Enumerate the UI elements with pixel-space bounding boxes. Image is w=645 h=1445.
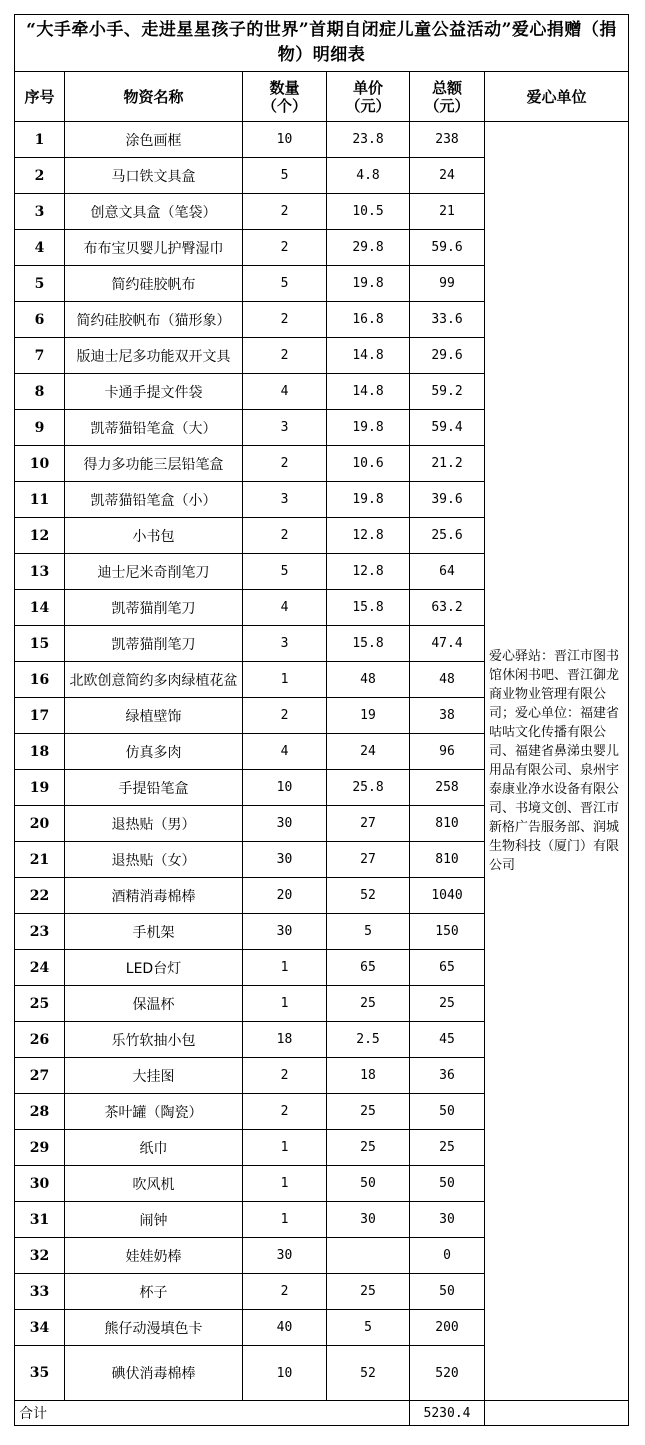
row-name: 得力多功能三层铅笔盒 xyxy=(65,446,243,482)
row-price: 19.8 xyxy=(327,266,410,302)
row-qty: 1 xyxy=(243,1202,327,1238)
row-qty: 1 xyxy=(243,662,327,698)
row-name: 纸巾 xyxy=(65,1130,243,1166)
row-no: 34 xyxy=(15,1310,65,1346)
row-total: 99 xyxy=(410,266,485,302)
row-total: 59.2 xyxy=(410,374,485,410)
row-name: 凯蒂猫铅笔盒（小） xyxy=(65,482,243,518)
footer-total: 5230.4 xyxy=(410,1401,485,1426)
header-price xyxy=(327,72,410,122)
row-no: 8 xyxy=(15,374,65,410)
row-qty: 1 xyxy=(243,1166,327,1202)
row-name: 大挂图 xyxy=(65,1058,243,1094)
row-qty: 5 xyxy=(243,554,327,590)
row-qty: 30 xyxy=(243,1238,327,1274)
row-name: 退热贴（女） xyxy=(65,842,243,878)
row-price: 12.8 xyxy=(327,554,410,590)
row-total: 63.2 xyxy=(410,590,485,626)
row-price: 52 xyxy=(327,878,410,914)
row-qty: 40 xyxy=(243,1310,327,1346)
row-name: 乐竹软抽小包 xyxy=(65,1022,243,1058)
donation-table xyxy=(14,14,629,1426)
row-name: 凯蒂猫削笔刀 xyxy=(65,590,243,626)
row-no: 1 xyxy=(15,122,65,158)
row-price: 27 xyxy=(327,842,410,878)
row-total: 21 xyxy=(410,194,485,230)
row-no: 10 xyxy=(15,446,65,482)
row-price: 29.8 xyxy=(327,230,410,266)
row-name: LED台灯 xyxy=(65,950,243,986)
header-qty xyxy=(243,72,327,122)
row-name: 涂色画框 xyxy=(65,122,243,158)
row-total: 50 xyxy=(410,1274,485,1310)
row-qty: 3 xyxy=(243,410,327,446)
row-total: 38 xyxy=(410,698,485,734)
row-qty: 1 xyxy=(243,950,327,986)
row-no: 27 xyxy=(15,1058,65,1094)
row-no: 29 xyxy=(15,1130,65,1166)
row-no: 24 xyxy=(15,950,65,986)
row-price: 14.8 xyxy=(327,374,410,410)
row-name: 迪士尼米奇削笔刀 xyxy=(65,554,243,590)
row-name: 北欧创意简约多肉绿植花盆 xyxy=(65,662,243,698)
row-no: 15 xyxy=(15,626,65,662)
row-qty: 2 xyxy=(243,302,327,338)
row-no: 6 xyxy=(15,302,65,338)
header-row xyxy=(15,72,629,122)
row-qty: 10 xyxy=(243,122,327,158)
header-total-line1: 总额 xyxy=(431,78,462,97)
row-no: 30 xyxy=(15,1166,65,1202)
table-row xyxy=(15,122,629,158)
row-total: 59.4 xyxy=(410,410,485,446)
row-total: 810 xyxy=(410,842,485,878)
row-price: 19.8 xyxy=(327,482,410,518)
header-qty-line2: （个） xyxy=(261,96,307,115)
donor-units-cell: 爱心驿站：晋江市图书馆休闲书吧、晋江御龙商业物业管理有限公司；爱心单位：福建省咕咕文化传播有限公司、福建省鼻涕虫婴儿用品有限公司、泉州宇泰康业净水设备有限公司、书境文创、晋江市新格广告服务部、润城生物科技（厦门）有限公司 xyxy=(485,122,629,1401)
row-name: 杯子 xyxy=(65,1274,243,1310)
row-total: 64 xyxy=(410,554,485,590)
row-name: 手机架 xyxy=(65,914,243,950)
row-price xyxy=(327,1238,410,1274)
row-qty: 5 xyxy=(243,266,327,302)
row-name: 版迪士尼多功能双开文具 xyxy=(65,338,243,374)
row-qty: 30 xyxy=(243,806,327,842)
row-qty: 2 xyxy=(243,518,327,554)
row-qty: 3 xyxy=(243,482,327,518)
row-total: 39.6 xyxy=(410,482,485,518)
row-total: 810 xyxy=(410,806,485,842)
row-qty: 2 xyxy=(243,1094,327,1130)
row-no: 32 xyxy=(15,1238,65,1274)
row-no: 31 xyxy=(15,1202,65,1238)
row-name: 仿真多肉 xyxy=(65,734,243,770)
header-unit: 爱心单位 xyxy=(485,72,629,122)
row-name: 茶叶罐（陶瓷） xyxy=(65,1094,243,1130)
row-no: 19 xyxy=(15,770,65,806)
row-total: 29.6 xyxy=(410,338,485,374)
row-total: 25.6 xyxy=(410,518,485,554)
row-total: 520 xyxy=(410,1346,485,1401)
row-total: 200 xyxy=(410,1310,485,1346)
row-total: 258 xyxy=(410,770,485,806)
row-qty: 1 xyxy=(243,1130,327,1166)
row-qty: 2 xyxy=(243,194,327,230)
row-price: 25 xyxy=(327,1130,410,1166)
row-name: 酒精消毒棉棒 xyxy=(65,878,243,914)
row-price: 10.5 xyxy=(327,194,410,230)
row-price: 19 xyxy=(327,698,410,734)
row-price: 24 xyxy=(327,734,410,770)
row-price: 27 xyxy=(327,806,410,842)
row-no: 3 xyxy=(15,194,65,230)
row-total: 24 xyxy=(410,158,485,194)
row-name: 碘伏消毒棉棒 xyxy=(65,1346,243,1401)
row-total: 21.2 xyxy=(410,446,485,482)
row-qty: 4 xyxy=(243,590,327,626)
row-price: 14.8 xyxy=(327,338,410,374)
row-name: 小书包 xyxy=(65,518,243,554)
row-qty: 30 xyxy=(243,842,327,878)
row-no: 28 xyxy=(15,1094,65,1130)
row-no: 9 xyxy=(15,410,65,446)
row-no: 18 xyxy=(15,734,65,770)
row-no: 17 xyxy=(15,698,65,734)
row-total: 47.4 xyxy=(410,626,485,662)
row-total: 25 xyxy=(410,1130,485,1166)
header-price-line2: （元） xyxy=(345,96,391,115)
row-no: 4 xyxy=(15,230,65,266)
header-no: 序号 xyxy=(15,72,65,122)
row-total: 30 xyxy=(410,1202,485,1238)
row-price: 65 xyxy=(327,950,410,986)
header-total xyxy=(410,72,485,122)
row-no: 13 xyxy=(15,554,65,590)
row-total: 150 xyxy=(410,914,485,950)
row-no: 12 xyxy=(15,518,65,554)
row-price: 15.8 xyxy=(327,626,410,662)
row-total: 59.6 xyxy=(410,230,485,266)
row-no: 26 xyxy=(15,1022,65,1058)
row-qty: 10 xyxy=(243,770,327,806)
row-total: 33.6 xyxy=(410,302,485,338)
row-qty: 5 xyxy=(243,158,327,194)
row-total: 50 xyxy=(410,1166,485,1202)
footer-label: 合计 xyxy=(15,1401,410,1426)
row-name: 退热贴（男） xyxy=(65,806,243,842)
row-qty: 10 xyxy=(243,1346,327,1401)
row-name: 吹风机 xyxy=(65,1166,243,1202)
row-price: 50 xyxy=(327,1166,410,1202)
footer-empty xyxy=(485,1401,629,1426)
row-total: 1040 xyxy=(410,878,485,914)
row-name: 布布宝贝婴儿护臀湿巾 xyxy=(65,230,243,266)
row-name: 马口铁文具盒 xyxy=(65,158,243,194)
row-price: 25 xyxy=(327,986,410,1022)
header-name: 物资名称 xyxy=(65,72,243,122)
row-price: 30 xyxy=(327,1202,410,1238)
header-qty-line1: 数量 xyxy=(269,78,300,97)
row-total: 238 xyxy=(410,122,485,158)
row-qty: 2 xyxy=(243,230,327,266)
row-total: 45 xyxy=(410,1022,485,1058)
row-no: 21 xyxy=(15,842,65,878)
row-name: 保温杯 xyxy=(65,986,243,1022)
row-price: 12.8 xyxy=(327,518,410,554)
row-price: 25 xyxy=(327,1274,410,1310)
row-name: 凯蒂猫削笔刀 xyxy=(65,626,243,662)
row-price: 5 xyxy=(327,1310,410,1346)
row-qty: 1 xyxy=(243,986,327,1022)
row-qty: 2 xyxy=(243,698,327,734)
row-qty: 2 xyxy=(243,1274,327,1310)
row-total: 96 xyxy=(410,734,485,770)
row-name: 娃娃奶棒 xyxy=(65,1238,243,1274)
row-total: 36 xyxy=(410,1058,485,1094)
row-qty: 3 xyxy=(243,626,327,662)
row-price: 16.8 xyxy=(327,302,410,338)
row-price: 5 xyxy=(327,914,410,950)
row-price: 4.8 xyxy=(327,158,410,194)
row-qty: 2 xyxy=(243,1058,327,1094)
row-name: 卡通手提文件袋 xyxy=(65,374,243,410)
footer-row xyxy=(15,1401,629,1426)
row-name: 闹钟 xyxy=(65,1202,243,1238)
row-price: 10.6 xyxy=(327,446,410,482)
row-no: 2 xyxy=(15,158,65,194)
row-name: 手提铅笔盒 xyxy=(65,770,243,806)
row-qty: 2 xyxy=(243,338,327,374)
row-price: 25 xyxy=(327,1094,410,1130)
row-total: 65 xyxy=(410,950,485,986)
row-price: 48 xyxy=(327,662,410,698)
row-total: 0 xyxy=(410,1238,485,1274)
row-name: 凯蒂猫铅笔盒（大） xyxy=(65,410,243,446)
row-price: 19.8 xyxy=(327,410,410,446)
donation-sheet xyxy=(14,14,628,1426)
row-price: 2.5 xyxy=(327,1022,410,1058)
row-name: 创意文具盒（笔袋） xyxy=(65,194,243,230)
table-title: “大手牵小手、走进星星孩子的世界”首期自闭症儿童公益活动”爱心捐赠（捐物）明细表 xyxy=(15,15,629,72)
row-total: 50 xyxy=(410,1094,485,1130)
row-name: 绿植壁饰 xyxy=(65,698,243,734)
row-no: 14 xyxy=(15,590,65,626)
row-qty: 4 xyxy=(243,734,327,770)
row-no: 5 xyxy=(15,266,65,302)
row-price: 15.8 xyxy=(327,590,410,626)
row-no: 25 xyxy=(15,986,65,1022)
row-no: 35 xyxy=(15,1346,65,1401)
row-total: 25 xyxy=(410,986,485,1022)
row-total: 48 xyxy=(410,662,485,698)
row-no: 16 xyxy=(15,662,65,698)
row-price: 25.8 xyxy=(327,770,410,806)
row-name: 熊仔动漫填色卡 xyxy=(65,1310,243,1346)
row-no: 22 xyxy=(15,878,65,914)
row-qty: 2 xyxy=(243,446,327,482)
row-qty: 30 xyxy=(243,914,327,950)
row-price: 18 xyxy=(327,1058,410,1094)
row-no: 7 xyxy=(15,338,65,374)
row-no: 11 xyxy=(15,482,65,518)
row-price: 23.8 xyxy=(327,122,410,158)
row-qty: 4 xyxy=(243,374,327,410)
row-no: 20 xyxy=(15,806,65,842)
header-total-line2: （元） xyxy=(424,96,470,115)
row-no: 33 xyxy=(15,1274,65,1310)
row-price: 52 xyxy=(327,1346,410,1401)
row-name: 简约硅胶帆布（猫形象） xyxy=(65,302,243,338)
header-price-line1: 单价 xyxy=(352,78,383,97)
row-qty: 18 xyxy=(243,1022,327,1058)
row-name: 简约硅胶帆布 xyxy=(65,266,243,302)
row-qty: 20 xyxy=(243,878,327,914)
row-no: 23 xyxy=(15,914,65,950)
